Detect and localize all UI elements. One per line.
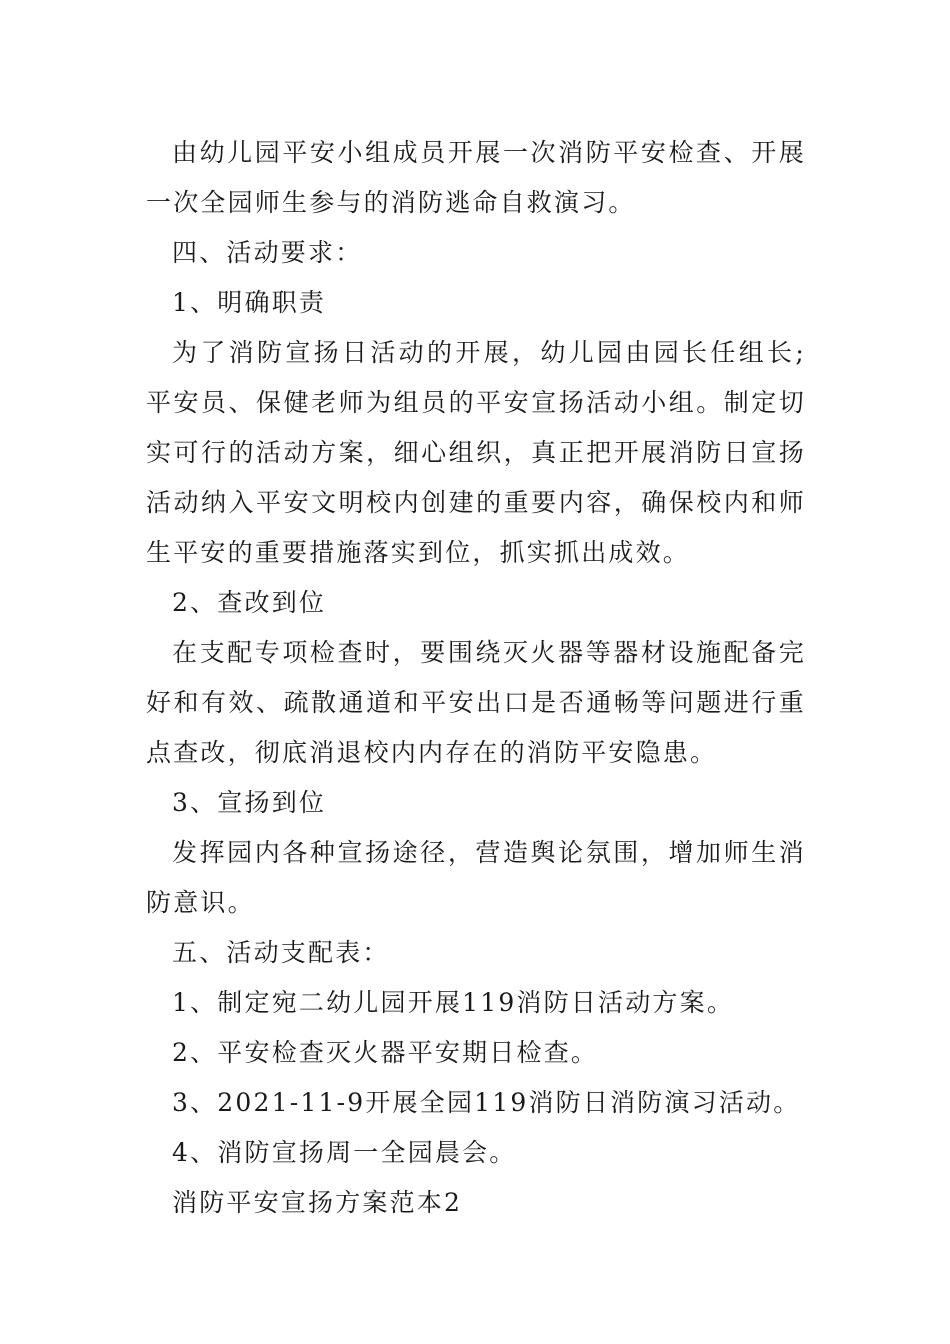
schedule-item-1: 1、制定宛二幼儿园开展119消防日活动方案。 [172,988,735,1017]
subheading-inspection: 2、查改到位 [172,588,327,617]
paragraph-publicity: 发挥园内各种宣扬途径，营造舆论氛围，增加师生消防意识。 [146,838,806,917]
next-section-title: 消防平安宣扬方案范本2 [172,1188,463,1217]
paragraph-responsibilities: 为了消防宣扬日活动的开展，幼儿园由园长任组长;平安员、保健老师为组员的平安宣扬活动小组。制定切实可行的活动方案，细心组织，真正把开展消防日宣扬活动纳入平安文明校内创建的重要内容，确保校内和师生平安的重要措施落实到位，抓实抓出成效。 [146,338,806,567]
document-page [146,128,806,1228]
subheading-responsibilities: 1、明确职责 [172,288,327,317]
section-heading-schedule: 五、活动支配表： [172,938,390,967]
schedule-item-2: 2、平安检查灭火器平安期日检查。 [172,1038,599,1067]
schedule-item-4: 4、消防宣扬周一全园晨会。 [172,1138,517,1167]
section-heading-requirements: 四、活动要求： [172,238,363,267]
paragraph-drill-plan: 由幼儿园平安小组成员开展一次消防平安检查、开展一次全园师生参与的消防逃命自救演习。 [146,138,806,217]
paragraph-inspection: 在支配专项检查时，要围绕灭火器等器材设施配备完好和有效、疏散通道和平安出口是否通畅等问题进行重点查改，彻底消退校内内存在的消防平安隐患。 [146,638,806,767]
subheading-publicity: 3、宣扬到位 [172,788,327,817]
schedule-item-3: 3、2021-11-9开展全园119消防日消防演习活动。 [172,1088,801,1117]
